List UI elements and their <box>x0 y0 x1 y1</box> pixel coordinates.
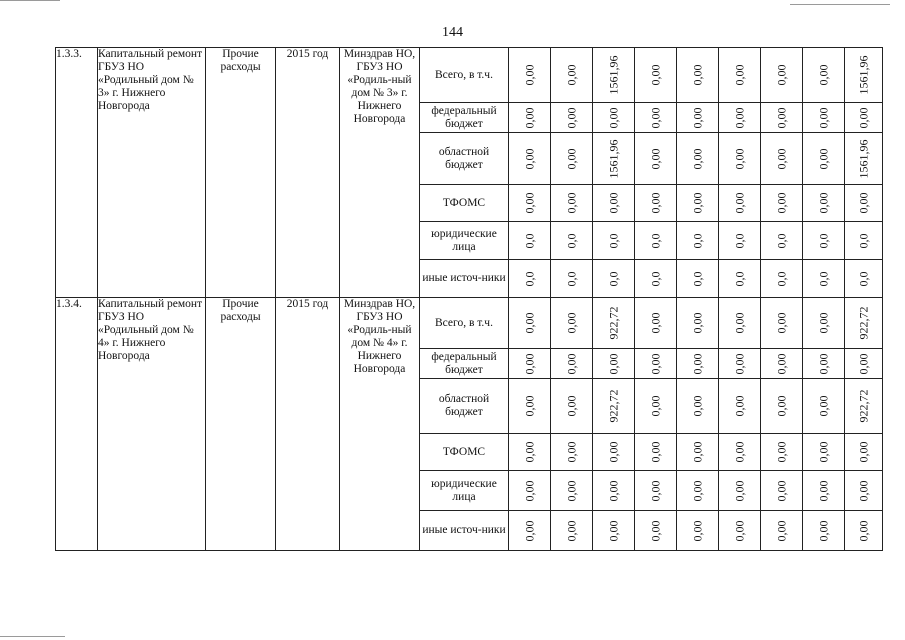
amount-cell <box>509 298 551 349</box>
amount-cell <box>761 222 803 260</box>
amount-value: 0,00 <box>774 312 788 334</box>
amount-cell <box>719 48 761 103</box>
amount-value: 0,00 <box>564 192 578 214</box>
amount-value: 0,0 <box>648 233 662 248</box>
funding-source-label: ТФОМС <box>420 185 509 222</box>
amount-cell <box>509 185 551 222</box>
item-name: Капитальный ремонт ГБУЗ НО «Родильный дом № 4» г. Нижнего Новгорода <box>98 298 206 551</box>
amount-cell <box>719 133 761 185</box>
amount-value: 0,00 <box>522 480 536 501</box>
amount-value: 0,00 <box>732 148 746 169</box>
amount-value: 1561,96 <box>856 55 870 95</box>
amount-cell <box>551 349 593 379</box>
funding-source-label: областной бюджет <box>420 379 509 434</box>
amount-value: 0,00 <box>648 312 662 334</box>
amount-cell <box>803 379 845 434</box>
amount-value: 0,00 <box>648 395 662 417</box>
amount-cell <box>803 511 845 551</box>
amount-value: 0,00 <box>522 353 536 374</box>
amount-value: 922,72 <box>606 389 620 423</box>
scan-artifact-top-right <box>790 4 890 5</box>
amount-cell <box>509 471 551 511</box>
amount-cell <box>803 48 845 103</box>
budget-table <box>55 47 883 551</box>
amount-cell <box>761 349 803 379</box>
amount-value: 0,00 <box>522 192 536 214</box>
amount-value: 0,00 <box>690 107 704 128</box>
funding-source-label: федеральный бюджет <box>420 349 509 379</box>
amount-cell <box>551 185 593 222</box>
amount-cell <box>551 222 593 260</box>
amount-cell <box>677 260 719 298</box>
amount-cell <box>509 349 551 379</box>
scan-artifact-bottom-left <box>0 636 65 637</box>
amount-value: 0,00 <box>732 312 746 334</box>
amount-cell <box>719 434 761 471</box>
amount-cell <box>719 471 761 511</box>
amount-cell <box>551 298 593 349</box>
amount-cell <box>719 103 761 133</box>
amount-cell <box>551 103 593 133</box>
funding-source-label: ТФОМС <box>420 434 509 471</box>
amount-value: 0,00 <box>856 520 870 541</box>
amount-cell <box>761 379 803 434</box>
funding-source-label: юридические лица <box>420 471 509 511</box>
amount-value: 0,00 <box>522 107 536 128</box>
amount-value: 0,0 <box>606 233 620 248</box>
amount-value: 0,00 <box>690 520 704 541</box>
amount-value: 0,00 <box>690 64 704 86</box>
amount-value: 0,00 <box>564 107 578 128</box>
amount-value: 0,0 <box>564 233 578 248</box>
amount-cell <box>509 222 551 260</box>
amount-value: 0,00 <box>816 312 830 334</box>
amount-value: 0,00 <box>690 192 704 214</box>
amount-value: 0,0 <box>690 233 704 248</box>
amount-value: 0,00 <box>774 64 788 86</box>
amount-value: 0,00 <box>564 441 578 463</box>
amount-cell <box>719 260 761 298</box>
amount-value: 0,0 <box>648 271 662 286</box>
amount-value: 0,00 <box>732 395 746 417</box>
amount-value: 0,00 <box>774 395 788 417</box>
amount-cell <box>677 434 719 471</box>
amount-cell <box>761 511 803 551</box>
amount-cell <box>593 48 635 103</box>
amount-cell <box>551 133 593 185</box>
amount-value: 0,00 <box>564 312 578 334</box>
amount-value: 0,00 <box>522 64 536 86</box>
amount-cell <box>551 260 593 298</box>
amount-cell <box>677 511 719 551</box>
amount-value: 0,00 <box>564 520 578 541</box>
amount-value: 0,00 <box>774 480 788 501</box>
amount-cell <box>509 260 551 298</box>
amount-cell <box>719 298 761 349</box>
amount-value: 0,0 <box>816 271 830 286</box>
funding-source-label: Всего, в т.ч. <box>420 48 509 103</box>
amount-cell <box>803 434 845 471</box>
amount-cell <box>803 133 845 185</box>
amount-value: 0,00 <box>606 441 620 463</box>
amount-cell <box>677 48 719 103</box>
amount-value: 0,00 <box>732 480 746 501</box>
amount-value: 0,00 <box>648 107 662 128</box>
amount-cell <box>593 133 635 185</box>
amount-value: 0,00 <box>522 148 536 169</box>
amount-cell <box>803 471 845 511</box>
amount-cell <box>593 379 635 434</box>
amount-value: 0,00 <box>564 395 578 417</box>
amount-value: 0,00 <box>816 441 830 463</box>
amount-value: 0,00 <box>816 353 830 374</box>
amount-cell <box>845 185 883 222</box>
amount-value: 0,00 <box>648 353 662 374</box>
amount-value: 0,00 <box>648 441 662 463</box>
amount-value: 0,00 <box>690 441 704 463</box>
amount-cell <box>761 185 803 222</box>
amount-cell <box>509 379 551 434</box>
amount-value: 0,0 <box>564 271 578 286</box>
amount-value: 0,00 <box>732 64 746 86</box>
amount-cell <box>635 48 677 103</box>
amount-cell <box>845 379 883 434</box>
amount-value: 0,0 <box>856 233 870 248</box>
amount-cell <box>761 133 803 185</box>
amount-value: 0,00 <box>690 148 704 169</box>
amount-cell <box>803 103 845 133</box>
amount-value: 0,00 <box>522 441 536 463</box>
amount-value: 0,00 <box>774 441 788 463</box>
amount-cell <box>635 511 677 551</box>
amount-value: 0,00 <box>816 192 830 214</box>
amount-value: 0,00 <box>774 353 788 374</box>
funding-source-label: юридические лица <box>420 222 509 260</box>
amount-value: 0,00 <box>856 480 870 501</box>
amount-value: 0,0 <box>522 233 536 248</box>
amount-value: 1561,96 <box>606 139 620 178</box>
amount-cell <box>803 222 845 260</box>
amount-cell <box>593 471 635 511</box>
amount-cell <box>677 298 719 349</box>
amount-value: 0,00 <box>690 480 704 501</box>
amount-cell <box>761 260 803 298</box>
amount-cell <box>845 133 883 185</box>
amount-value: 0,0 <box>856 271 870 286</box>
amount-cell <box>719 379 761 434</box>
amount-value: 0,0 <box>774 233 788 248</box>
funding-source-label: областной бюджет <box>420 133 509 185</box>
amount-cell <box>677 379 719 434</box>
amount-value: 0,00 <box>816 148 830 169</box>
amount-value: 0,00 <box>856 441 870 463</box>
amount-value: 0,00 <box>648 64 662 86</box>
amount-cell <box>635 349 677 379</box>
amount-value: 0,00 <box>648 192 662 214</box>
amount-value: 0,00 <box>774 148 788 169</box>
amount-cell <box>551 379 593 434</box>
amount-cell <box>635 185 677 222</box>
expense-type: Прочие расходы <box>206 298 276 551</box>
item-name: Капитальный ремонт ГБУЗ НО «Родильный дом № 3» г. Нижнего Новгорода <box>98 48 206 298</box>
amount-cell <box>719 185 761 222</box>
amount-value: 0,00 <box>564 64 578 86</box>
amount-cell <box>593 434 635 471</box>
amount-value: 0,0 <box>732 271 746 286</box>
funding-source-label: Всего, в т.ч. <box>420 298 509 349</box>
amount-cell <box>509 48 551 103</box>
amount-cell <box>551 511 593 551</box>
amount-value: 0,00 <box>732 441 746 463</box>
amount-cell <box>593 260 635 298</box>
amount-cell <box>803 349 845 379</box>
amount-cell <box>635 379 677 434</box>
amount-cell <box>509 511 551 551</box>
amount-cell <box>551 471 593 511</box>
funding-source-label: иные источ-ники <box>420 260 509 298</box>
amount-value: 1561,96 <box>606 55 620 95</box>
amount-cell <box>719 511 761 551</box>
amount-value: 0,00 <box>774 520 788 541</box>
amount-value: 0,00 <box>816 480 830 501</box>
amount-value: 0,00 <box>816 520 830 541</box>
amount-cell <box>593 511 635 551</box>
amount-value: 922,72 <box>856 306 870 340</box>
amount-cell <box>593 349 635 379</box>
amount-value: 0,00 <box>690 312 704 334</box>
amount-cell <box>845 434 883 471</box>
amount-value: 0,0 <box>690 271 704 286</box>
amount-value: 0,00 <box>774 107 788 128</box>
amount-value: 0,00 <box>522 520 536 541</box>
amount-cell <box>845 222 883 260</box>
amount-cell <box>593 185 635 222</box>
amount-value: 0,00 <box>606 107 620 128</box>
amount-cell <box>677 349 719 379</box>
amount-cell <box>593 298 635 349</box>
amount-cell <box>677 133 719 185</box>
amount-value: 0,0 <box>774 271 788 286</box>
page-number: 144 <box>442 25 463 40</box>
amount-value: 0,00 <box>816 107 830 128</box>
amount-value: 0,00 <box>732 520 746 541</box>
amount-value: 0,0 <box>732 233 746 248</box>
amount-cell <box>803 298 845 349</box>
source-row <box>56 298 883 349</box>
amount-value: 0,00 <box>606 192 620 214</box>
amount-cell <box>635 133 677 185</box>
item-executor: Минздрав НО, ГБУЗ НО «Родиль-ный дом № 4» г. Нижнего Новгорода <box>340 298 420 551</box>
amount-value: 0,00 <box>856 107 870 128</box>
amount-cell <box>635 260 677 298</box>
amount-value: 0,00 <box>648 148 662 169</box>
amount-cell <box>761 298 803 349</box>
amount-cell <box>677 471 719 511</box>
amount-value: 0,00 <box>774 192 788 214</box>
item-number: 1.3.3. <box>56 48 98 298</box>
amount-value: 0,00 <box>606 480 620 501</box>
amount-cell <box>635 222 677 260</box>
amount-value: 922,72 <box>606 306 620 340</box>
amount-cell <box>635 434 677 471</box>
item-number: 1.3.4. <box>56 298 98 551</box>
amount-cell <box>803 260 845 298</box>
amount-value: 0,00 <box>564 148 578 169</box>
amount-cell <box>845 349 883 379</box>
amount-cell <box>845 511 883 551</box>
amount-value: 0,00 <box>564 480 578 501</box>
expense-type: Прочие расходы <box>206 48 276 298</box>
amount-value: 0,00 <box>606 353 620 374</box>
amount-cell <box>845 471 883 511</box>
item-executor: Минздрав НО, ГБУЗ НО «Родиль-ный дом № 3» г. Нижнего Новгорода <box>340 48 420 298</box>
amount-cell <box>761 48 803 103</box>
amount-value: 0,00 <box>648 520 662 541</box>
amount-cell <box>509 434 551 471</box>
amount-value: 1561,96 <box>856 139 870 178</box>
table-body <box>56 48 883 551</box>
amount-cell <box>719 222 761 260</box>
amount-cell <box>635 471 677 511</box>
amount-cell <box>635 298 677 349</box>
amount-value: 0,00 <box>732 353 746 374</box>
source-row <box>56 48 883 103</box>
amount-cell <box>677 185 719 222</box>
amount-value: 0,00 <box>732 107 746 128</box>
amount-cell <box>509 133 551 185</box>
amount-cell <box>761 471 803 511</box>
amount-cell <box>803 185 845 222</box>
amount-cell <box>845 260 883 298</box>
amount-value: 0,00 <box>648 480 662 501</box>
item-year: 2015 год <box>276 48 340 298</box>
amount-value: 0,00 <box>816 395 830 417</box>
amount-cell <box>761 103 803 133</box>
amount-value: 0,00 <box>816 64 830 86</box>
amount-cell <box>551 434 593 471</box>
amount-cell <box>719 349 761 379</box>
amount-value: 0,00 <box>690 395 704 417</box>
amount-cell <box>593 103 635 133</box>
scan-artifact-top-left <box>0 0 60 1</box>
amount-value: 0,00 <box>522 312 536 334</box>
amount-cell <box>677 103 719 133</box>
amount-cell <box>845 298 883 349</box>
amount-cell <box>635 103 677 133</box>
amount-value: 922,72 <box>856 389 870 423</box>
amount-value: 0,0 <box>522 271 536 286</box>
funding-source-label: федеральный бюджет <box>420 103 509 133</box>
amount-value: 0,0 <box>816 233 830 248</box>
amount-value: 0,00 <box>856 192 870 214</box>
amount-cell <box>845 103 883 133</box>
amount-value: 0,00 <box>522 395 536 417</box>
amount-value: 0,00 <box>690 353 704 374</box>
amount-cell <box>761 434 803 471</box>
amount-cell <box>593 222 635 260</box>
amount-cell <box>677 222 719 260</box>
item-year: 2015 год <box>276 298 340 551</box>
amount-cell <box>509 103 551 133</box>
amount-value: 0,0 <box>606 271 620 286</box>
amount-value: 0,00 <box>564 353 578 374</box>
amount-value: 0,00 <box>732 192 746 214</box>
amount-cell <box>551 48 593 103</box>
amount-value: 0,00 <box>606 520 620 541</box>
funding-source-label: иные источ-ники <box>420 511 509 551</box>
amount-value: 0,00 <box>856 353 870 374</box>
amount-cell <box>845 48 883 103</box>
